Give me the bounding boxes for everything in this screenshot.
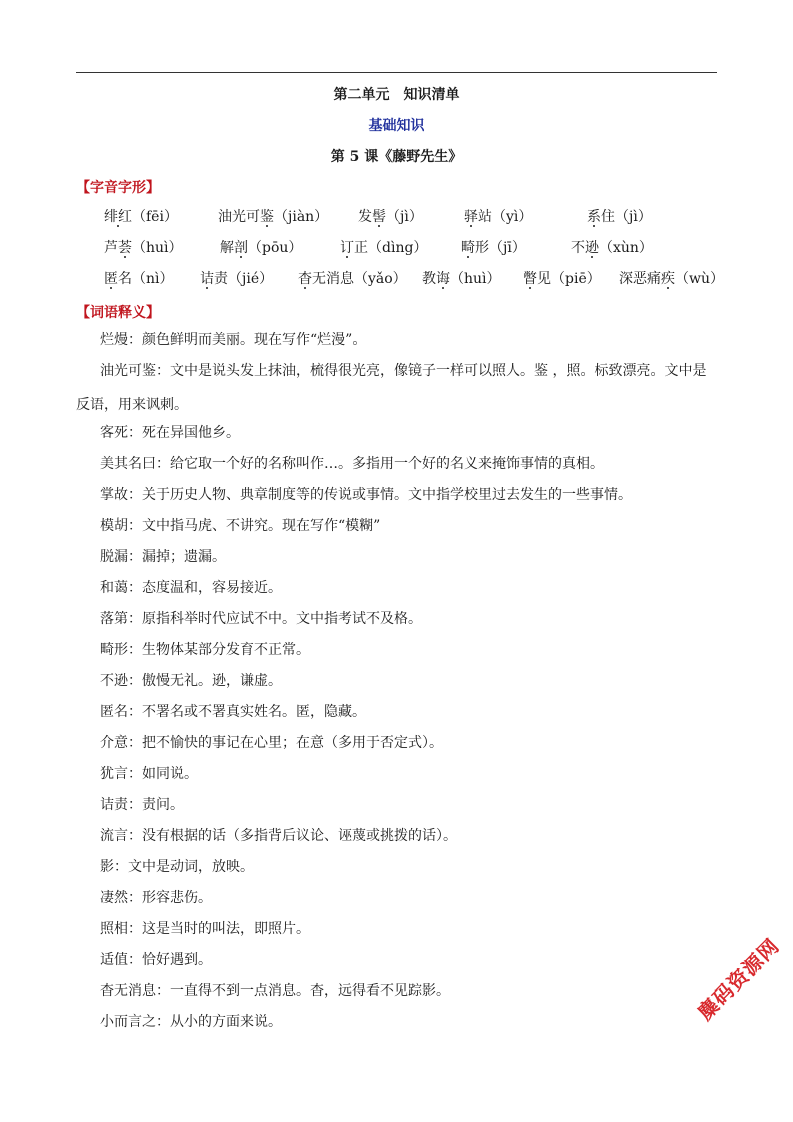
pronunciation-item: [422, 268, 501, 288]
dotted-character: 畸: [461, 240, 475, 256]
word-part-pinyin: （pōu）: [248, 240, 303, 256]
word-part-pinyin: 责（jié）: [214, 271, 274, 287]
definition-item: 模胡：文中指马虎、不讲究。现在写作“模糊”: [100, 518, 381, 534]
word-part: 油光可: [218, 209, 260, 225]
definition-item: 畸形：生物体某部分发育不正常。: [100, 642, 310, 658]
word-part: 教: [422, 271, 436, 287]
pronunciation-item: [220, 237, 302, 257]
lesson-title: 第 5 课《藤野先生》: [330, 149, 463, 165]
definition-item: 烂熳：颜色鲜明而美丽。现在写作“烂漫”。: [100, 332, 367, 348]
dotted-character: 诲: [436, 271, 450, 287]
definition-item: 杳无消息：一直得不到一点消息。杳，远得看不见踪影。: [100, 983, 450, 999]
definition-item: 影：文中是动词，放映。: [100, 859, 254, 875]
word-part-pinyin: （huì）: [450, 271, 501, 287]
dotted-character: 驿: [464, 209, 478, 225]
definition-item: 掌故：关于历史人物、典章制度等的传说或事情。文中指学校里过去发生的一些事情。: [100, 487, 632, 503]
dotted-character: 订: [340, 240, 354, 256]
definition-item: 诘责：责问。: [100, 797, 184, 813]
section-subtitle: 基础知识: [368, 118, 425, 134]
pronunciation-item: [104, 237, 183, 257]
pronunciation-item: [571, 237, 653, 257]
definition-item: 适值：恰好遇到。: [100, 952, 212, 968]
definition-continuation: 反语，用来讽刺。: [76, 397, 188, 413]
word-part-pinyin: 无消息（yǎo）: [312, 271, 407, 287]
word-part-pinyin: 住（jì）: [601, 209, 652, 225]
dotted-character: 匿: [104, 271, 118, 287]
header-rule: [76, 72, 717, 73]
word-part-pinyin: 站（yì）: [478, 209, 533, 225]
dotted-character: 髻: [372, 209, 386, 225]
dotted-character: 鉴: [260, 209, 274, 225]
definition-item: 流言：没有根据的话（多指背后议论、诬蔑或挑拨的话）。: [100, 828, 457, 844]
pronunciation-row: [0, 206, 793, 226]
word-part: 芦: [104, 240, 118, 256]
definition-item: 油光可鉴：文中是说头发上抹油，梳得很光亮，像镜子一样可以照人。鉴 ，照。标致漂亮。文中是: [100, 363, 707, 379]
definition-item: 不逊：傲慢无礼。逊，谦虚。: [100, 673, 282, 689]
definition-item: 犹言：如同说。: [100, 766, 198, 782]
dotted-character: 剖: [234, 240, 248, 256]
dotted-character: 杳: [298, 271, 312, 287]
definition-item: 美其名曰：给它取一个好的名称叫作…。多指用一个好的名义来掩饰事情的真相。: [100, 456, 604, 472]
definition-item: 匿名：不署名或不署真实姓名。匿，隐藏。: [100, 704, 366, 720]
unit-title: 第二单元 知识清单: [333, 87, 460, 103]
watermark-logo: 麋码资源网: [692, 933, 785, 1025]
definition-item: 介意：把不愉快的事记在心里；在意（多用于否定式）。: [100, 735, 443, 751]
dotted-character: 荟: [118, 240, 132, 256]
pronunciation-heading: 【字音字形】: [76, 180, 160, 196]
definition-item: 凄然：形容悲伤。: [100, 890, 212, 906]
pronunciation-item: [523, 268, 601, 288]
word-part-pinyin: （huì）: [132, 240, 183, 256]
vocabulary-heading: 【词语释义】: [76, 305, 160, 321]
word-part-pinyin: （jiàn）: [274, 209, 329, 225]
pronunciation-item: [340, 237, 427, 257]
word-part: 不: [571, 240, 585, 256]
word-part-pinyin: 名（nì）: [118, 271, 174, 287]
word-part: 解: [220, 240, 234, 256]
dotted-character: 逊: [585, 240, 599, 256]
dotted-character: 诘: [200, 271, 214, 287]
pronunciation-item: [619, 268, 724, 288]
pronunciation-item: [461, 237, 526, 257]
pronunciation-item: [104, 206, 178, 226]
pronunciation-row: [0, 237, 793, 257]
pronunciation-item: [358, 206, 423, 226]
pronunciation-row: [0, 268, 793, 288]
pronunciation-item: [464, 206, 532, 226]
word-part-pinyin: 正（dìng）: [354, 240, 428, 256]
pronunciation-item: [104, 268, 174, 288]
pronunciation-item: [218, 206, 328, 226]
pronunciation-item: [298, 268, 407, 288]
word-part: 绯: [104, 209, 118, 225]
word-part-pinyin: （jì）: [386, 209, 423, 225]
word-part: 深恶痛: [619, 271, 661, 287]
word-part: 发: [358, 209, 372, 225]
word-part-pinyin: （xùn）: [599, 240, 653, 256]
word-part-pinyin: 形（jī）: [475, 240, 526, 256]
word-part-pinyin: 见（piē）: [537, 271, 601, 287]
dotted-character: 疾: [661, 271, 675, 287]
definition-item: 脱漏：漏掉；遗漏。: [100, 549, 226, 565]
definition-item: 和蔼：态度温和，容易接近。: [100, 580, 282, 596]
definition-item: 小而言之：从小的方面来说。: [100, 1014, 282, 1030]
dotted-character: 系: [587, 209, 601, 225]
word-part-pinyin: 红（fēi）: [118, 209, 178, 225]
pronunciation-item: [587, 206, 652, 226]
definition-item: 落第：原指科举时代应试不中。文中指考试不及格。: [100, 611, 422, 627]
word-part-pinyin: （wù）: [675, 271, 724, 287]
definition-item: 照相：这是当时的叫法，即照片。: [100, 921, 310, 937]
dotted-character: 瞥: [523, 271, 537, 287]
definition-item: 客死：死在异国他乡。: [100, 425, 240, 441]
pronunciation-item: [200, 268, 273, 288]
